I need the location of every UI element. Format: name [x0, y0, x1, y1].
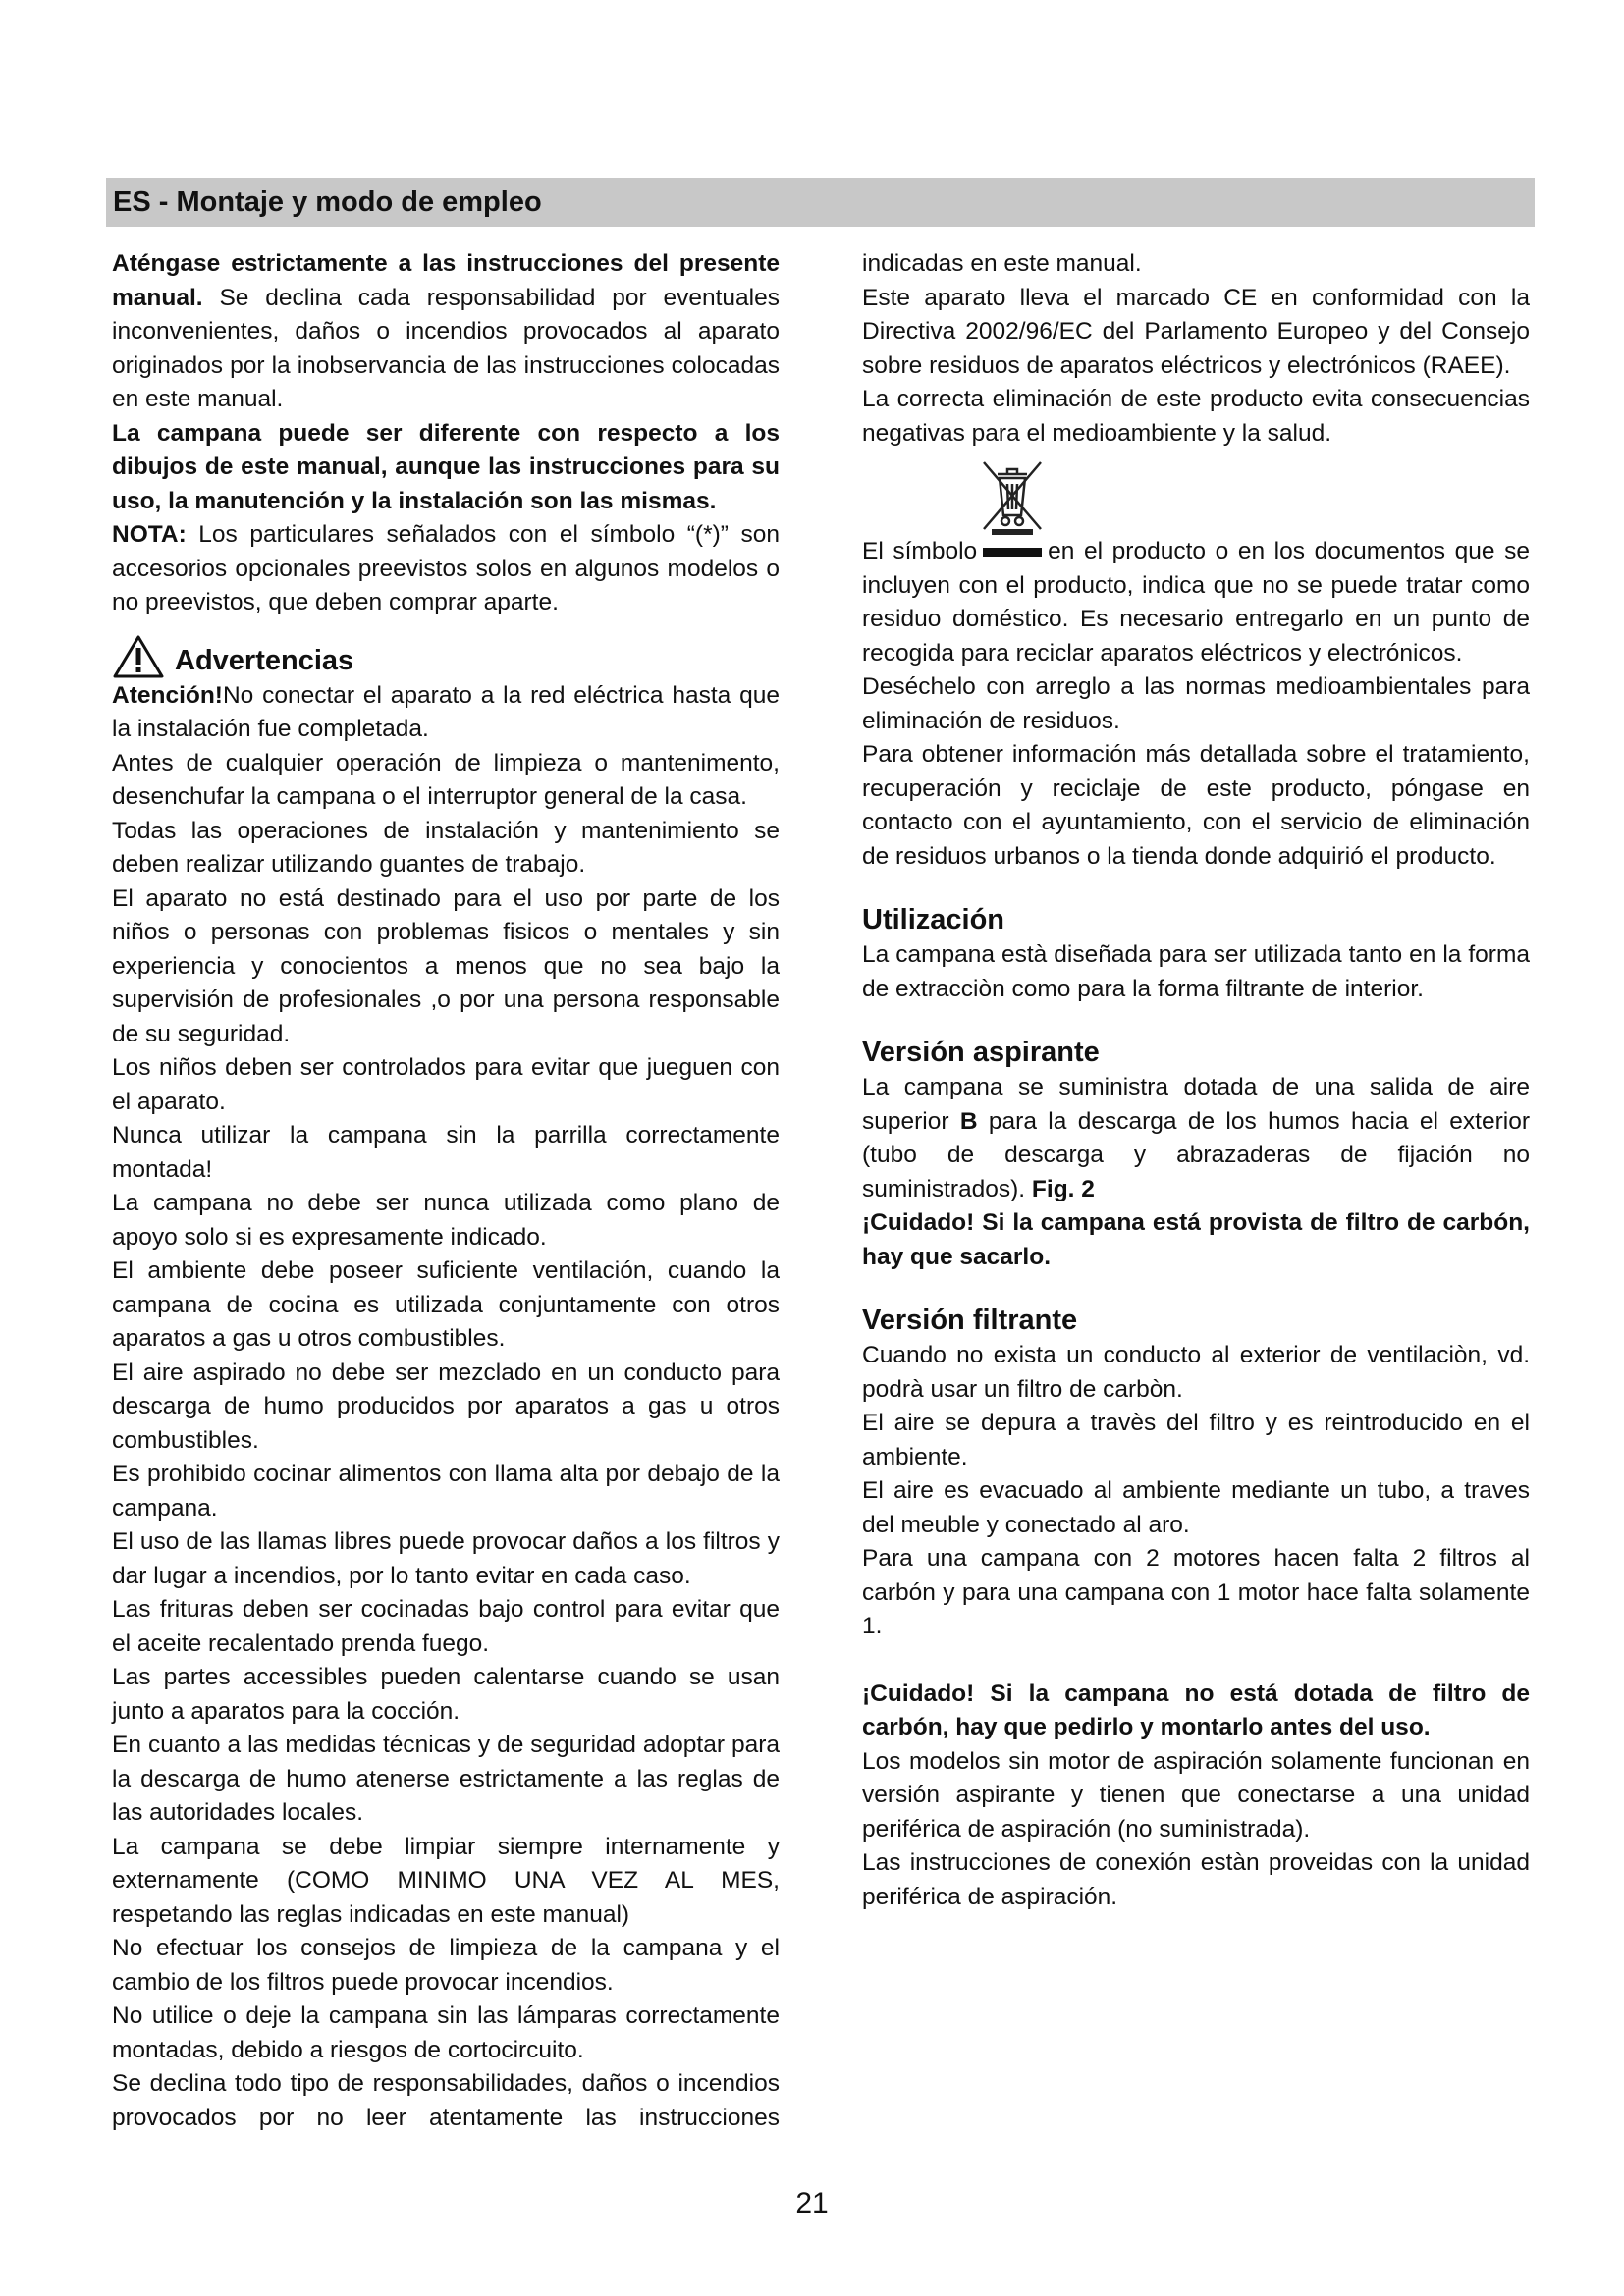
warning-item: No efectuar los consejos de limpieza de la campana y el cambio de los filtros puede provocar incendios. [112, 1935, 780, 1996]
filtrante-text: El aire es evacuado al ambiente mediante un tubo, a traves del meuble y conectado al aro. [862, 1477, 1530, 1538]
warning-item: El aparato no está destinado para el uso por parte de los niños o personas con problemas fisicos o mentales y sin experiencia y conocientos a menos que no sea bajo la supervisión de profesionales ,o por una persona responsable de su seguridad. [112, 884, 780, 1047]
warning-item: El uso de las llamas libres puede provocar daños a los filtros y dar lugar a incendios, por lo tanto evitar en cada caso. [112, 1528, 780, 1589]
bar-symbol-icon [983, 548, 1042, 557]
page-number: 21 [795, 2187, 829, 2219]
filtrante-text: Los modelos sin motor de aspiración solamente funcionan en versión aspirante y tienen que conectarse a una unidad periférica de aspiración (no suministrada). [862, 1747, 1530, 1842]
caution-notice: ¡Cuidado! Si la campana no está dotada de filtro de carbón, hay que pedirlo y montarlo antes del uso. [862, 1680, 1530, 1740]
utilizacion-text: La campana està diseñada para ser utilizada tanto en la forma de extracciòn como para la forma filtrante de interior. [862, 941, 1530, 1002]
warning-item: Todas las operaciones de instalación y mantenimiento se deben realizar utilizando guantes de trabajo. [112, 817, 780, 878]
right-column [862, 247, 1530, 1914]
info-paragraph: Para obtener información más detallada sobre el tratamiento, recuperación y reciclaje de este producto, póngase en contacto con el ayuntamiento, con el servicio de eliminación de residuos urbanos o la tienda donde adquirió el producto. [862, 741, 1530, 870]
nota-paragraph: NOTA: Los particulares señalados con el símbolo “(*)” son accesorios opcionales preevistos solos en algunos modelos o no preevistos, que deben comprar aparte. [112, 521, 780, 615]
filtrante-text: El aire se depura a travès del filtro y es reintroducido en el ambiente. [862, 1410, 1530, 1470]
filtrante-text: Cuando no exista un conducto al exterior de ventilaciòn, vd. podrà usar un filtro de carbòn. [862, 1342, 1530, 1403]
filtrante-heading: Versión filtrante [862, 1305, 1078, 1336]
symbol-paragraph: El símbolo en el producto o en los documentos que se incluyen con el producto, indica que no se puede tratar como residuo doméstico. Es necesario entregarlo en un punto de recogida para reciclar aparatos eléctricos y electrónicos. [862, 538, 1530, 667]
warnings-title: Advertencias [175, 644, 354, 676]
disposal-paragraph: La correcta eliminación de este producto evita consecuencias negativas para el medioambiente y la salud. [862, 386, 1530, 447]
warning-item: Es prohibido cocinar alimentos con llama alta por debajo de la campana. [112, 1461, 780, 1522]
disposal-rules: Deséchelo con arreglo a las normas medioambientales para eliminación de residuos. [862, 673, 1530, 734]
intro-paragraph: Aténgase estrictamente a las instrucciones del presente manual. Se declina cada responsabilidad por eventuales inconvenientes, daños o incendios provocados al aparato originados por la inobservancia de las instrucciones colocadas en este manual. [112, 250, 780, 412]
continued-text: indicadas en este manual. [862, 250, 1142, 277]
warning-item: El aire aspirado no debe ser mezclado en un conducto para descarga de humo producidos por aparatos a gas u otros combustibles. [112, 1359, 780, 1454]
warning-item: Los niños deben ser controlados para evitar que jueguen con el aparato. [112, 1054, 780, 1115]
warning-item: Se declina todo tipo de responsabilidades, daños o incendios provocados por no leer atentamente las instrucciones [112, 2070, 780, 2131]
aspirante-text: La campana se suministra dotada de una salida de aire superior B para la descarga de los humos hacia el exterior (tubo de descarga y abrazaderas de fijación no suministrados). Fig. 2 [862, 1074, 1530, 1202]
section-header [106, 178, 1535, 227]
warning-item: Nunca utilizar la campana sin la parrilla correctamente montada! [112, 1122, 780, 1183]
bold-notice: La campana puede ser diferente con respecto a los dibujos de este manual, aunque las instrucciones para su uso, la manutención y la instalación son las mismas. [112, 419, 780, 514]
warning-item: Antes de cualquier operación de limpieza o mantenimento, desenchufar la campana o el interruptor general de la casa. [112, 749, 780, 810]
warning-item: Las partes accessibles pueden calentarse cuando se usan junto a aparatos para la cocción. [112, 1664, 780, 1725]
utilizacion-heading: Utilización [862, 904, 1005, 935]
crossed-out-wheeled-bin-icon [978, 458, 1047, 535]
figure-reference: Fig. 2 [1031, 1175, 1095, 1202]
ce-paragraph: Este aparato lleva el marcado CE en conformidad con la Directiva 2002/96/EC del Parlamento Europeo y del Consejo sobre residuos de aparatos eléctricos y electrónicos (RAEE). [862, 284, 1530, 379]
aspirante-heading: Versión aspirante [862, 1037, 1100, 1068]
warning-item: El ambiente debe poseer suficiente ventilación, cuando la campana de cocina es utilizada conjuntamente con otros aparatos a gas u otros combustibles. [112, 1257, 780, 1352]
warning-item: Las frituras deben ser cocinadas bajo control para evitar que el aceite recalentado prenda fuego. [112, 1596, 780, 1657]
filtrante-text: Las instrucciones de conexión estàn proveidas con la unidad periférica de aspiración. [862, 1849, 1530, 1910]
warning-item: La campana se debe limpiar siempre internamente y externamente (COMO MINIMO UNA VEZ AL MES, respetando las reglas indicadas en este manual) [112, 1833, 780, 1928]
warning-triangle-icon [112, 634, 165, 679]
filtrante-text: Para una campana con 2 motores hacen falta 2 filtros al carbón y para una campana con 1 motor hace falta solamente 1. [862, 1545, 1530, 1639]
warning-item: La campana no debe ser nunca utilizada como plano de apoyo solo si es expresamente indicado. [112, 1190, 780, 1251]
warning-item: No utilice o deje la campana sin las lámparas correctamente montadas, debido a riesgos de cortocircuito. [112, 2002, 780, 2063]
warnings-heading [112, 634, 780, 679]
section-title: ES - Montaje y modo de empleo [113, 186, 542, 218]
warning-item: En cuanto a las medidas técnicas y de seguridad adoptar para la descarga de humo atenerse estrictamente a las reglas de las autoridades locales. [112, 1732, 780, 1826]
atencion-paragraph: Atención!No conectar el aparato a la red eléctrica hasta que la instalación fue completada. [112, 681, 780, 742]
caution-notice: ¡Cuidado! Si la campana está provista de filtro de carbón, hay que sacarlo. [862, 1209, 1530, 1270]
left-column [112, 247, 780, 2135]
weee-symbol-area [862, 451, 1530, 535]
